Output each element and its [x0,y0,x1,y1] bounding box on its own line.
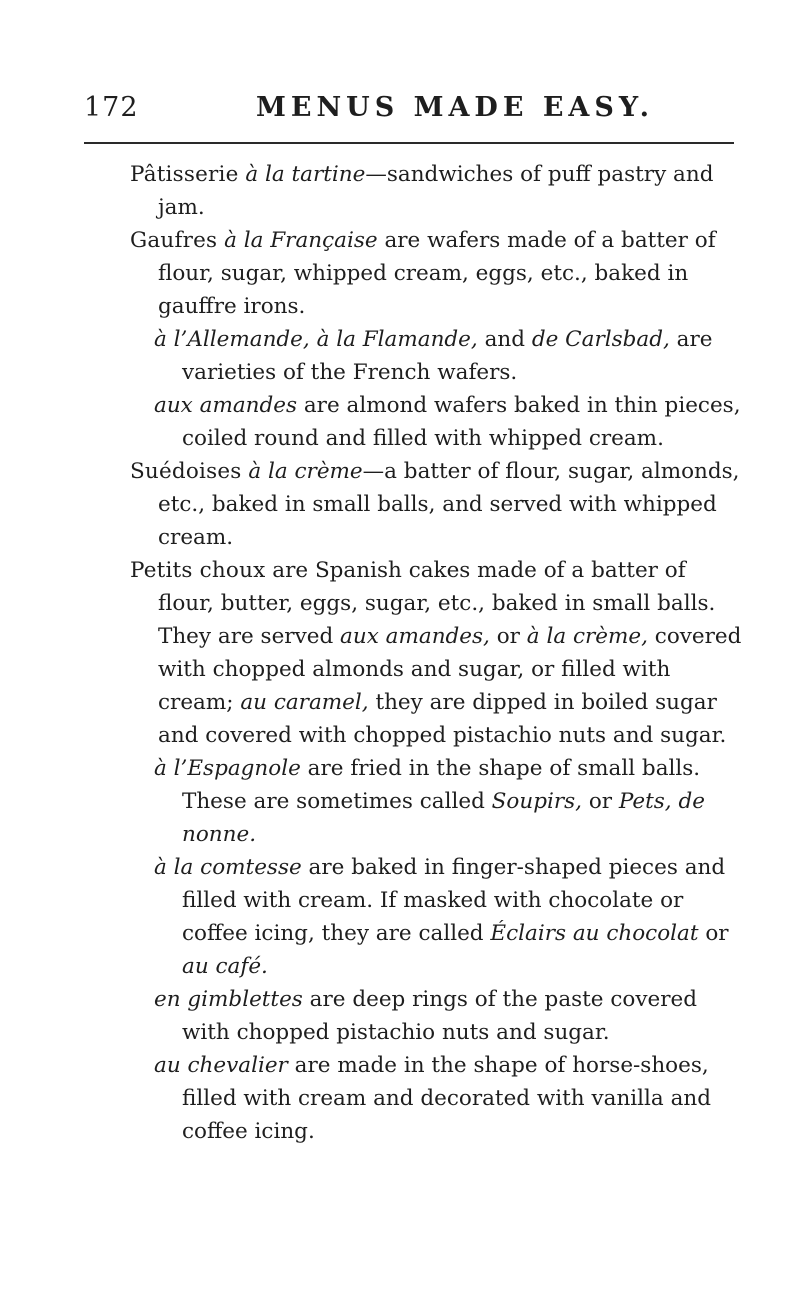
page-header [84,92,734,132]
entry-head: Pâtisserie [130,162,239,187]
entry-text: are fried in the shape of small balls. These are sometimes called [182,756,701,814]
entry-italic: Pets, de nonne. [182,789,705,847]
entry-suedoises [130,455,742,554]
entry-italic: de Carlsbad, [531,327,670,352]
entry-italic: au chevalier [154,1053,288,1078]
entry-gimblettes [154,983,742,1049]
entry-text: and [477,327,532,352]
entry-text: —sandwiches of puff pastry and jam. [158,162,714,220]
page-number: 172 [84,92,139,123]
header-rule [84,142,734,144]
entry-chevalier [154,1049,742,1148]
entry-text: or [489,624,527,649]
entry-text: are Spanish cakes made of a batter of flour, butter, eggs, sugar, etc., baked in small balls. They are served [158,558,716,649]
entry-petits-choux [130,554,742,752]
entry-head: Gaufres [130,228,218,253]
entry-gaufres [130,224,742,323]
entry-italic: aux amandes, [340,624,490,649]
entry-aux-amandes [154,389,742,455]
entry-comtesse [154,851,742,983]
running-title: MENUS MADE EASY. [256,92,655,123]
entry-text: are made in the shape of horse-shoes, filled with cream and decorated with vanilla and coffee icing. [182,1053,712,1144]
entry-italic: au café. [182,954,268,979]
entry-text: or [698,921,729,946]
entry-text: are deep rings of the paste covered with chopped pistachio nuts and sugar. [182,987,697,1045]
entry-italic: à la comtesse [154,855,302,880]
entry-italic: à la crème, [526,624,648,649]
entry-text: are baked in finger-shaped pieces and filled with cream. If masked with chocolate or coffee icing, they are called [182,855,726,946]
entry-text: they are dipped in boiled sugar and covered with chopped pistachio nuts and sugar. [158,690,727,748]
entry-espagnole [154,752,742,851]
entry-text: are almond wafers baked in thin pieces, coiled round and filled with whipped cream. [182,393,741,451]
entry-italic: Soupirs, [491,789,582,814]
entry-patisserie-tartine [130,158,742,224]
entry-italic: au caramel, [240,690,369,715]
entry-text: —a batter of flour, sugar, almonds, etc., baked in small balls, and served with whipped cream. [158,459,740,550]
entry-text: covered with chopped almonds and sugar, or filled with cream; [158,624,742,715]
entry-text: are varieties of the French wafers. [182,327,713,385]
entry-head-italic: à la tartine [238,162,366,187]
entry-text: or [581,789,619,814]
entry-head: Petits choux [130,558,266,583]
entry-wafer-varieties [154,323,742,389]
entry-head-italic: à la Française [217,228,378,253]
entry-italic: en gimblettes [154,987,303,1012]
entry-text: are wafers made of a batter of flour, sugar, whipped cream, eggs, etc., baked in gauffre irons. [158,228,716,319]
page-body [130,158,742,1148]
entry-italic: à l’Allemande, à la Flamande, [154,327,478,352]
entry-head-italic: à la crème [241,459,363,484]
entry-italic: aux amandes [154,393,298,418]
entry-italic: à l’Espagnole [154,756,301,781]
entry-italic: Éclairs au chocolat [490,921,699,946]
entry-head: Suédoises [130,459,242,484]
